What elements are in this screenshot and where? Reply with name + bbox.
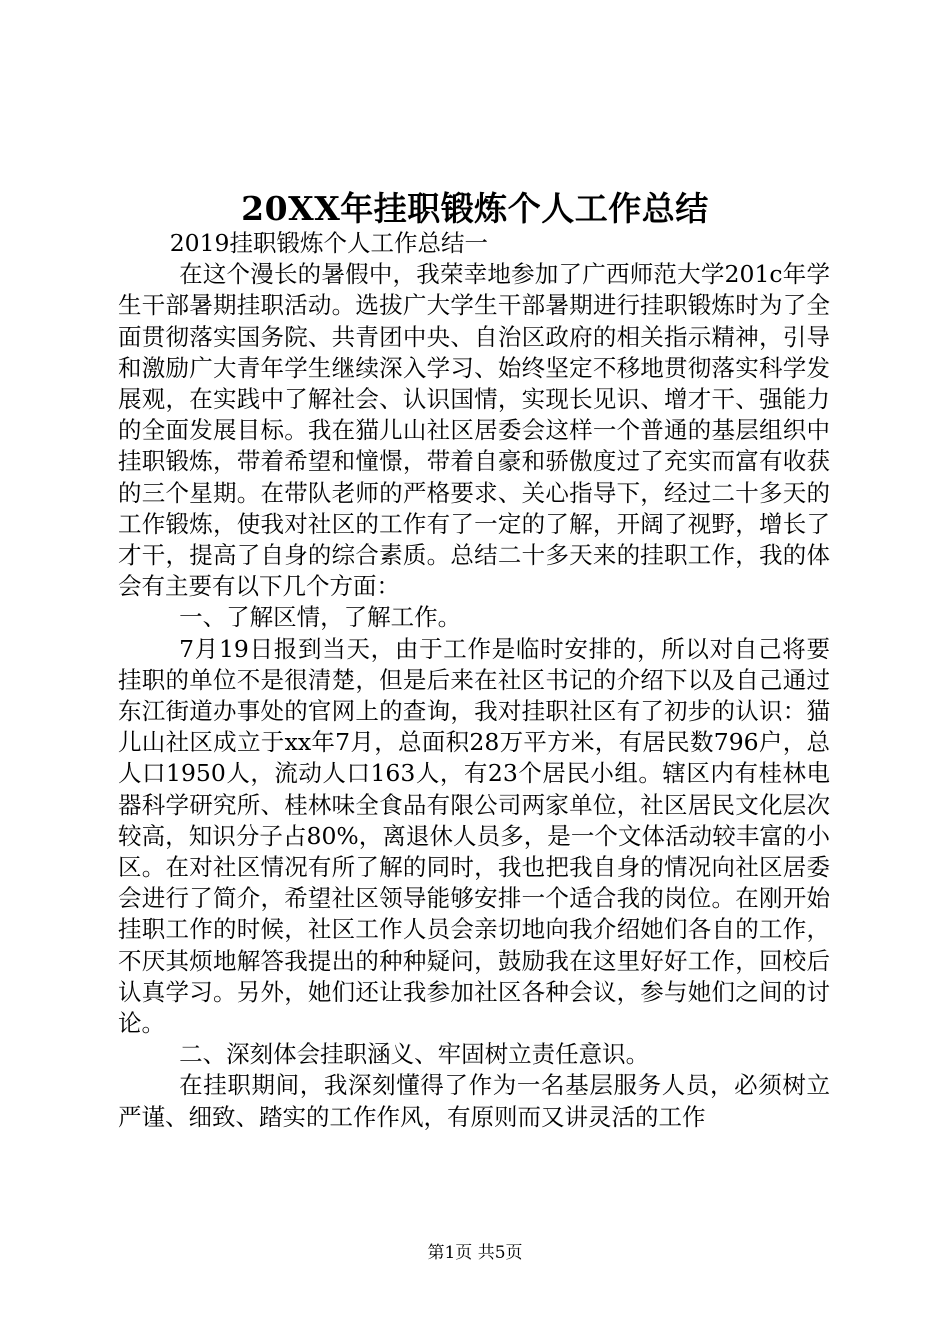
section-heading-2: 二、深刻体会挂职涵义、牢固树立责任意识。 bbox=[179, 1040, 650, 1069]
paragraph-responsibility: 在挂职期间，我深刻懂得了作为一名基层服务人员，必须树立严谨、细致、踏实的工作作风，有原则而又讲灵活的工作 bbox=[118, 1071, 830, 1131]
document-body bbox=[118, 228, 830, 1133]
paragraph-community-overview: 7月19日报到当天，由于工作是临时安排的，所以对自己将要挂职的单位不是很清楚，但是后来在社区书记的介绍下以及自己通过东江街道办事处的官网上的查询，我对挂职社区有了初步的认识：猫儿山社区成立于xx年7月，总面积28万平方米，有居民数796户，总人口1950人，流动人口163人，有23个居民小组。辖区内有桂林电器科学研究所、桂林味全食品有限公司两家单位，社区居民文化层次较高，知识分子占80%，离退休人员多，是一个文体活动较丰富的小区。在对社区情况有所了解的同时，我也把我自身的情况向社区居委会进行了简介，希望社区领导能够安排一个适合我的岗位。在刚开始挂职工作的时候，社区工作人员会亲切地向我介绍她们各自的工作，不厌其烦地解答我提出的种种疑问，鼓励我在这里好好工作，回校后认真学习。另外，她们还让我参加社区各种会议，参与她们之间的讨论。 bbox=[118, 634, 830, 1038]
document-title: 20XX年挂职锻炼个人工作总结 bbox=[241, 189, 709, 228]
document-subtitle: 2019挂职锻炼个人工作总结一 bbox=[169, 229, 488, 257]
section-heading-1: 一、了解区情，了解工作。 bbox=[179, 603, 462, 632]
paragraph-intro: 在这个漫长的暑假中，我荣幸地参加了广西师范大学201c年学生干部暑期挂职活动。选拔广大学生干部暑期进行挂职锻炼时为了全面贯彻落实国务院、共青团中央、自治区政府的相关指示精神，引导和激励广大青年学生继续深入学习、始终坚定不移地贯彻落实科学发展观，在实践中了解社会、认识国情，实现长见识、增才干、强能力的全面发展目标。我在猫儿山社区居委会这样一个普通的基层组织中挂职锻炼，带着希望和憧憬，带着自豪和骄傲度过了充实而富有收获的三个星期。在带队老师的严格要求、关心指导下，经过二十多天的工作锻炼，使我对社区的工作有了一定的了解，开阔了视野，增长了才干，提高了自身的综合素质。总结二十多天来的挂职工作，我的体会有主要有以下几个方面： bbox=[118, 260, 830, 601]
page-number-footer: 第1页 共5页 bbox=[427, 1243, 523, 1263]
